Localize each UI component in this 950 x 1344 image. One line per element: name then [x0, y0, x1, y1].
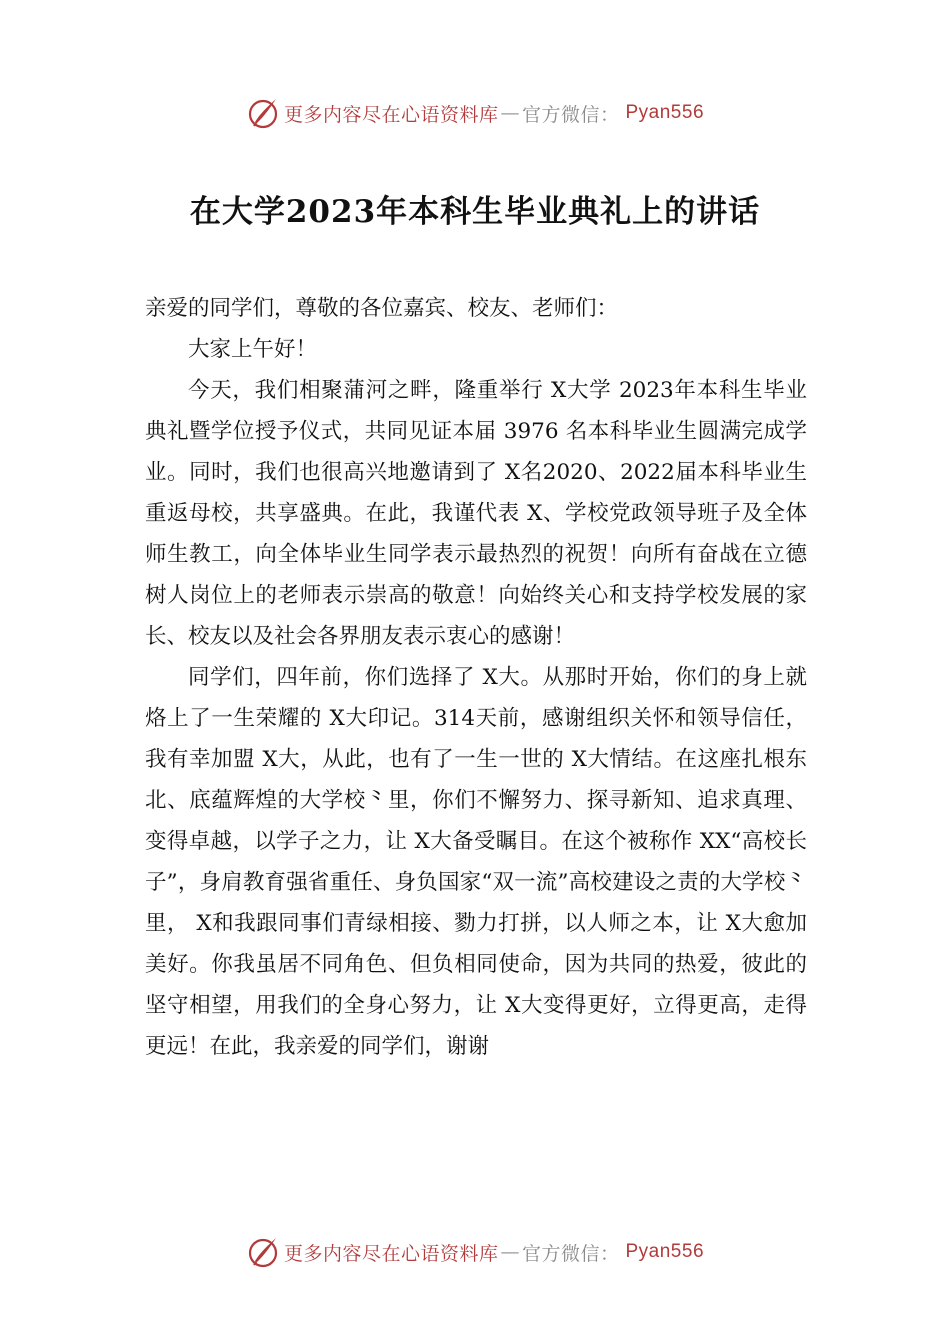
- watermark-wechat-handle: Pyan556: [625, 1241, 705, 1262]
- watermark-separator: —: [500, 102, 520, 124]
- watermark-wechat-handle: Pyan556: [625, 102, 705, 123]
- greeting-paragraph: 大家上午好！: [188, 337, 318, 362]
- watermark-official-text: 官方微信：: [521, 1242, 620, 1265]
- watermark-brand-text: 更多内容尽在心语资料库: [283, 103, 499, 126]
- salutation-paragraph: 亲爱的同学们，尊敬的各位嘉宾、校友、老师们：: [145, 296, 619, 321]
- quill-pen-logo-icon: [246, 1235, 280, 1269]
- watermark-separator: —: [500, 1241, 520, 1263]
- body-paragraph: 同学们，四年前，你们选择了 X大。从那时开始，你们的身上就烙上了一生荣耀的 X大印记。314天前，感谢组织关怀和领导信任，我有幸加盟 X大，从此，也有了一生一世的 X大情结。在这座扎根东北、底蕴辉煌的大学校⺀里，你们不懈努力、探寻新知、追求真理、变得卓越，以学子之力，让 X大备受瞩目。在这个被称作 XX“高校长子”，身肩教育强省重任、身负国家“双一流”高校建设之责的大学校⺀里， X和我跟同事们青绿相接、勠力打拼，以人师之本，让 X大愈加美好。你我虽居不同角色、但负相同使命，因为共同的热爱，彼此的坚守相望，用我们的全身心努力，让 X大变得更好，立得更高，走得更远！在此，我亲爱的同学们，谢谢: [145, 665, 807, 1059]
- header-watermark: [0, 93, 950, 133]
- document-body: [145, 288, 807, 1067]
- quill-pen-logo-icon: [246, 96, 280, 130]
- body-paragraph: 今天，我们相聚蒲河之畔，隆重举行 X大学 2023年本科生毕业典礼暨学位授予仪式，共同见证本届 3976 名本科毕业生圆满完成学业。同时，我们也很高兴地邀请到了 X名2020、2022届本科毕业生重返母校，共享盛典。在此，我谨代表 X、学校党政领导班子及全体师生教工，向全体毕业生同学表示最热烈的祝贺！向所有奋战在立德树人岗位上的老师表示崇高的敬意！向始终关心和支持学校发展的家长、校友以及社会各界朋友表示衷心的感谢！: [145, 378, 807, 649]
- document-title: 在大学2023年本科生毕业典礼上的讲话: [189, 194, 761, 230]
- watermark-official-text: 官方微信：: [521, 103, 620, 126]
- watermark-brand-text: 更多内容尽在心语资料库: [283, 1242, 499, 1265]
- footer-watermark: [0, 1232, 950, 1272]
